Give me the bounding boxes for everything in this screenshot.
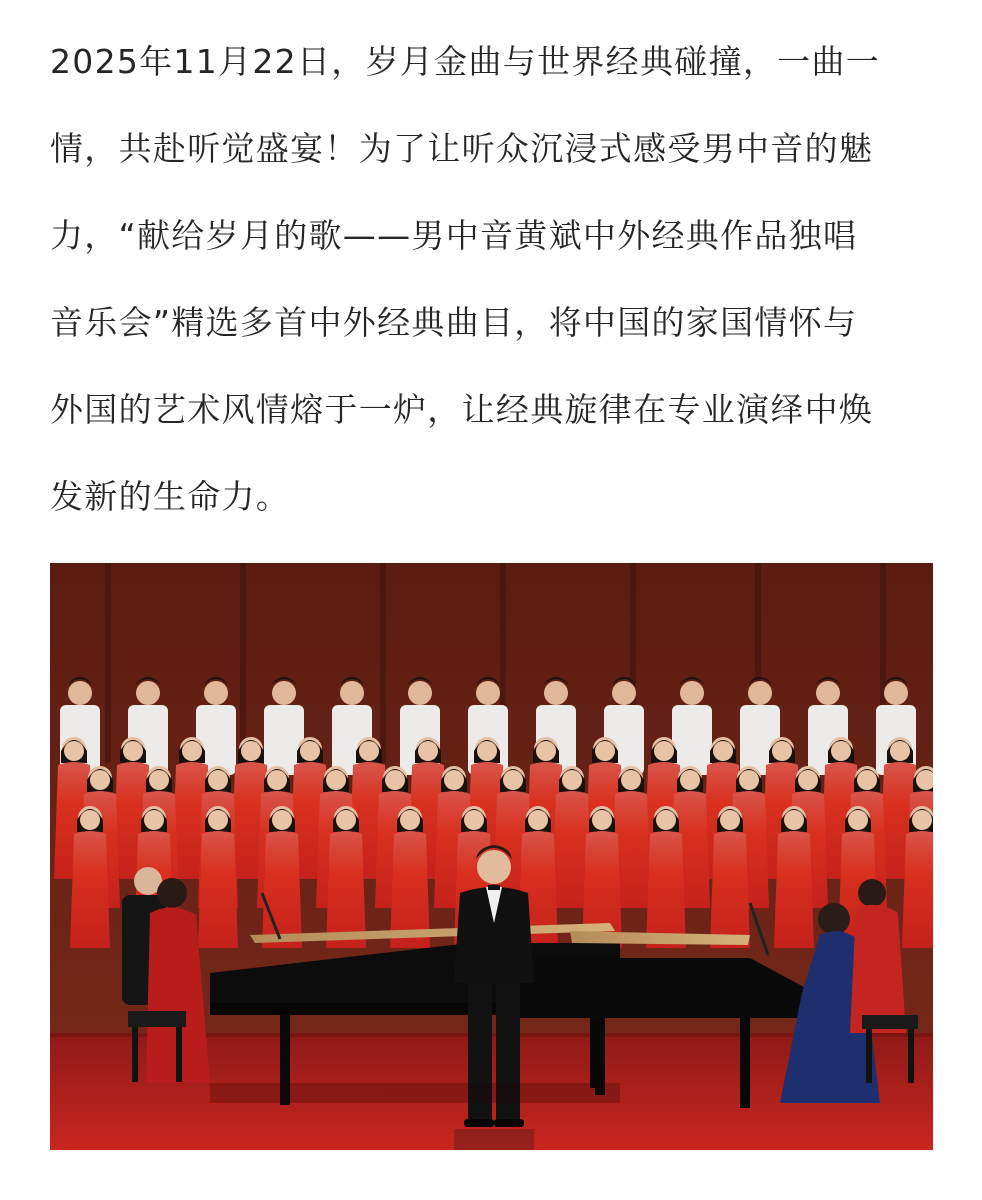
paragraph-line-4: 音乐会”精选多首中外经典曲目，将中国的家国情怀与 — [50, 303, 858, 342]
paragraph-line-3: 力，“献给岁月的歌——男中音黄斌中外经典作品独唱 — [50, 216, 858, 255]
concert-photo[interactable] — [50, 563, 933, 1150]
concert-photo-illustration — [50, 563, 933, 1150]
paragraph-line-1: 2025年11月22日，岁月金曲与世界经典碰撞，一曲一 — [50, 42, 881, 81]
article-body — [50, 0, 940, 540]
right-piano-bench — [862, 1015, 918, 1029]
paragraph-line-2: 情，共赴听觉盛宴！为了让听众沉浸式感受男中音的魅 — [50, 129, 874, 168]
article-paragraph — [50, 0, 940, 540]
paragraph-line-6: 发新的生命力。 — [50, 477, 291, 516]
left-piano-bench — [128, 1011, 186, 1027]
paragraph-line-5: 外国的艺术风情熔于一炉，让经典旋律在专业演绎中焕 — [50, 390, 874, 429]
